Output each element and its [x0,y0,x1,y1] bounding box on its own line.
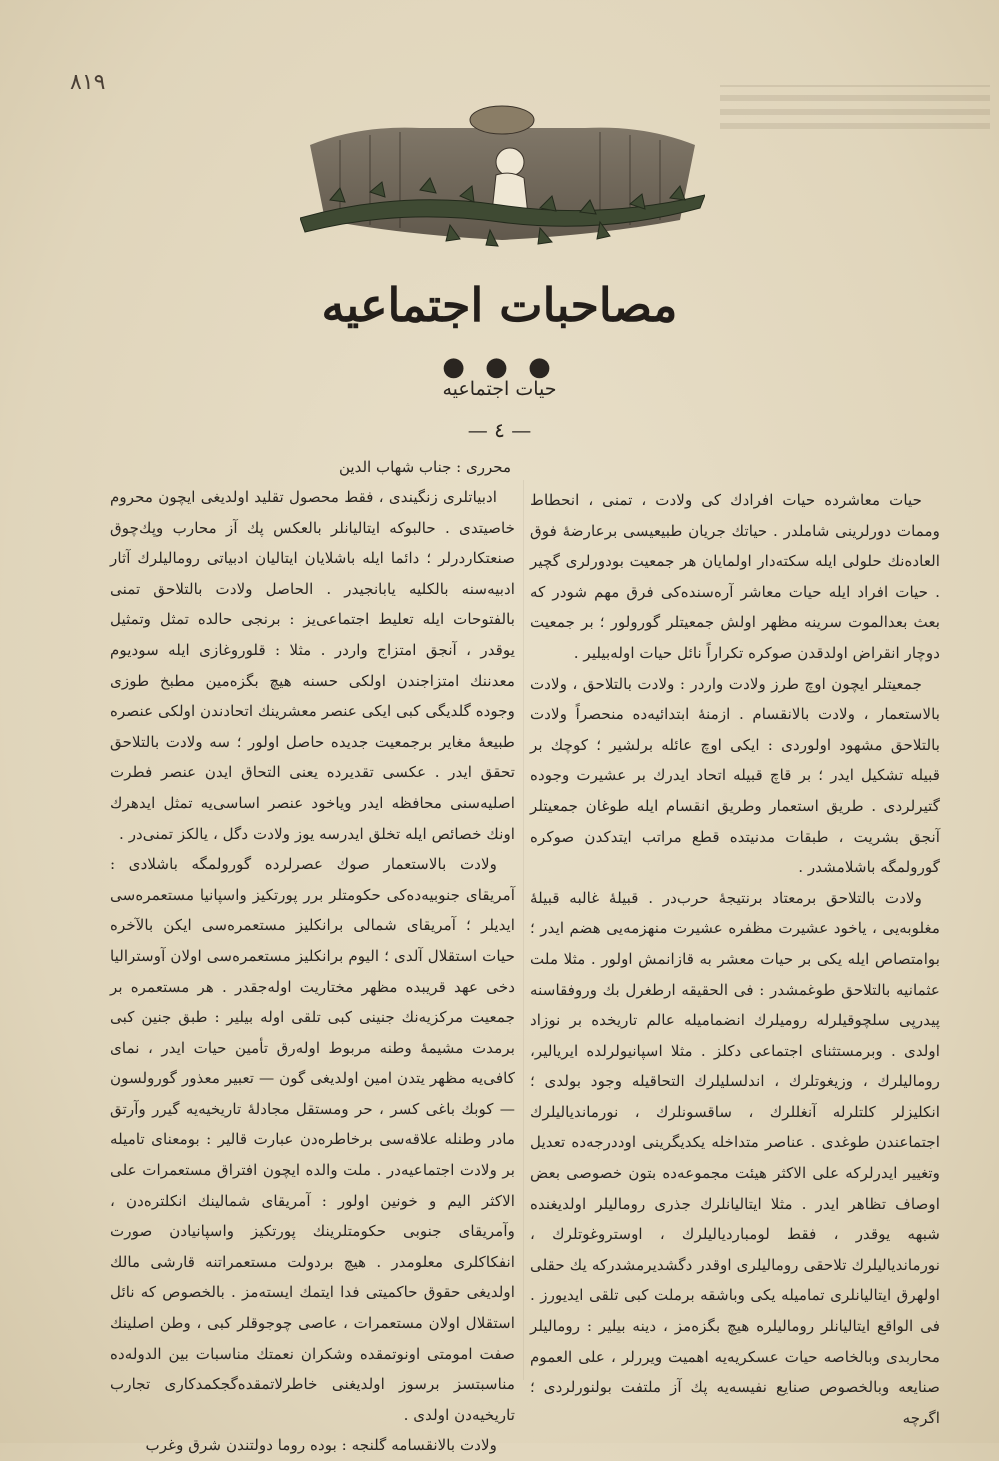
section-subtitle: حیات اجتماعیه [442,378,557,400]
right-column [530,485,940,1433]
paragraph: حیات معاشرده حیات افرادك كی ولادت ، تمنی ، انحطاط وممات دورلرینی شاملدر . حیاتك جریان طبیعیسی برعارضهٔ فوق العاده‌نك حلولی ایله سكته‌دار اولمایان هر جمعیت بودورلری گچیر . حیات افراد ایله حیات معاشر آره‌سنده‌كی فرق مهم شودر كه بعث بعدالموت سرینه مظهر اولش جمعیتلر گورولور ؛ بر جمعیت دوچار انقراض اولدقدن صوكره تكراراً نائل حیات اوله‌بیلیر . [530,491,940,662]
paragraph: ولادت بالاستعمار صوك عصرلرده گورولمگه باشلادی : آمریقای جنوبیه‌ده‌كی حكومتلر برر پورتكیز واسپانیا مستعمره‌سی ایدیلر ؛ آمریقای شمالی برانكلیز مستعمره‌سی ایكن بالآخره حیات استقلال آلدی ؛ الیوم برانكلیز مستعمره‌سی اولان آوسترالیا دخی عهد قریبده مظهر مختاریت اوله‌جقدر . هر مستعمره بر جمعیت مركزیه‌نك جنینی كبی تلقی اوله بیلیر : طبق جنین كبی برمدت مشیمهٔ وطنه مربوط اوله‌رق تأمین حیات ایدر ، نمای كافی‌یه مظهر یتدن امین اولدیغی گون — تعبیر معذور گورولسون — كوبك باغی كسر ، حر ومستقل مجادلهٔ تاریخیه‌یه گیرر وآرتق مادر وطنله علاقه‌سی برخاطره‌دن عبارت قالیر : بومعنای تامیله بر ولادت اجتماعیه‌در . ملت والده ایچون افتراق مستعمرات علی الاكثر الیم و خونین اولور : آمریقای شمالینك انكلتره‌دن ، وآمریقای جنوبی حكومتلرینك پورتكیز واسپانیادن صورت انفكاكلری معلومدر . هیچ بردولت مستعمراتنه قارشی مالك اولدیغی حقوق حاكمیتی فدا ایتمك ایسته‌مز . بالخصوص كه نائل استقلال اولان مستعمرات ، عاصی چوجوقلر كبی ، وطن اصلینك صفت امومتی اونوتمقده وشكران نعمتك مناسبات بین الدوله‌ده مناسبتسز برسوز اولدیغنی خاطرلاتمقده‌گجكمدكاری تجارب تاریخیه‌دن اولدی . [110,855,515,1424]
cherub-wreath-ornament-icon [300,100,705,255]
title-ornament: ● ● ● [442,352,557,382]
author-line: محرری : جناب شهاب الدین [339,458,511,476]
paragraph: جمعیتلر ایچون اوچ طرز ولادت واردر : ولادت بالتلاحق ، ولادت بالاستعمار ، ولادت بالانقسام . ازمنهٔ ابتدائیه‌ده منحصراً ولادت بالتلاحق مشهود اولوردی : ایكی اوچ عائله برلشیر ؛ كوچك بر قبیله تشكیل ایدر ؛ بر قاچ قبیله اتحاد ایدرك بر عشیرت وجوده گتیرلردی . طریق استعمار وطریق انقسام ایله طوغان جمعیتلر آنجق بشریت ، طبقات مدنیتده قطع مراتب ایتدكدن صوكره گورولمگه باشلامشدر . [530,674,940,877]
bleed-through-header [720,85,990,142]
page-title: مصاحبات اجتماعیه [321,278,678,332]
part-number: — ٤ — [467,418,532,442]
paragraph: ولادت بالانقسامه گلنجه : بوده روما دولتندن شرق وغرب [145,1436,497,1455]
column-divider [523,480,524,1380]
left-column [110,482,515,1461]
page-number: ٨١٩ [70,70,106,95]
paragraph: ادبیاتلری زنگیندی ، فقط محصول تقلید اولدیغی ایچون محروم خاصیتدی . حالبوكه ایتالیانلر بالعكس پك آز محارب وپك‌چوق صنعتكاردرلر ؛ دائما ایله باشلایان ایتالیان ادبیاتی رومالیلرك آثار ادبیه‌سنه بالكلیه یابانجیدر . الحاصل ولادت بالتلاحق تمنی بالفتوحات ایله تعلیط اجتماعی‌یز : برنجی حالده تمثل وتمثیل یوقدر ، آنجق امتزاج واردر . مثلا : قلوروغازی ایله سودیوم معدننك امتزاجندن اولكی حسنه هیچ بگزه‌مین مطبخ طوزی وجوده گلدیگی كبی ایكی عنصر معشرینك اتحادندن اولكی عنصره طبیعهٔ مغایر برجمعیت جدیده حاصل اولور ؛ سه ولادت بالتلاحق تحقق ایدر . عكسی تقدیرده یعنی التحاق ایدن عنصر فطرت اصلیه‌سنی محافظه ایدر ویاخود عنصر اساسی‌یه تمثل ایدهرك اونك خصائص ایله تخلق ایدرسه یوز ولادت دگل ، یالكز تمنی‌در . [110,488,515,843]
paragraph: ولادت بالتلاحق برمعتاد برنتیجهٔ حرب‌در . قبیلهٔ غالبه قبیلهٔ مغلوبه‌یی ، یاخود عشیرت مظفره عشیرت منهزمه‌یی هضم ایدر ؛ بوامتصاص ایله یكی بر حیات معشر به قازانمش اولور . مثلا ملت عثمانیه بالتلاحق طوغمشدر : فی الحقیقه ارطغرل بك وروفقاسنه پیدرپی سلچوقیلرله رومیلرك انضمامیله عالم تاریخده بر نوزاد اولدی . وبرمستثنای اجتماعی دكلز . مثلا اسپانیولرلده ایریالیر، رومالیلرك ، وزیغوتلرك ، اندلسلیلرك التحاقیله وجود بولدی ؛ انكلیزلر كلتلرله آنغللرك ، ساقسونلرك ، نورماندیالیلرك اجتماعندن طوغدی . عناصر متداخله یكدیگرینی اوددرجه‌ده تعدیل وتغییر ایدرلركه علی الاكثر هیئت مجموعه‌ده بتون خصوصی بعض اوصاف تظاهر ایدر . مثلا ایتالیانلرك جذری رومالیلر اولدیغنده شبهه یوقدر ، فقط لومباردیالیلرك ، اوستروغوتلرك ، نورماندیالیلرك تلاحقی رومالیلری اوقدر دگشدیرمشدركه یك حقلی اولهرق ایتالیانلری تمامیله یكی وباشقه برملت كبی تلقی ایدیورز . فی الواقع ایتالیانلر رومالیلره هیچ بگزه‌مز ، دینه بیلیر : رومالیلر محاربدی وبالخاصه حیات عسكریه‌یه اهمیت ویررلر ، علی العموم صنایعه وبالخصوص صنایع نفیسه‌یه پك آز ملتفت بولنورلردی ؛ اگرچه [530,888,940,1427]
